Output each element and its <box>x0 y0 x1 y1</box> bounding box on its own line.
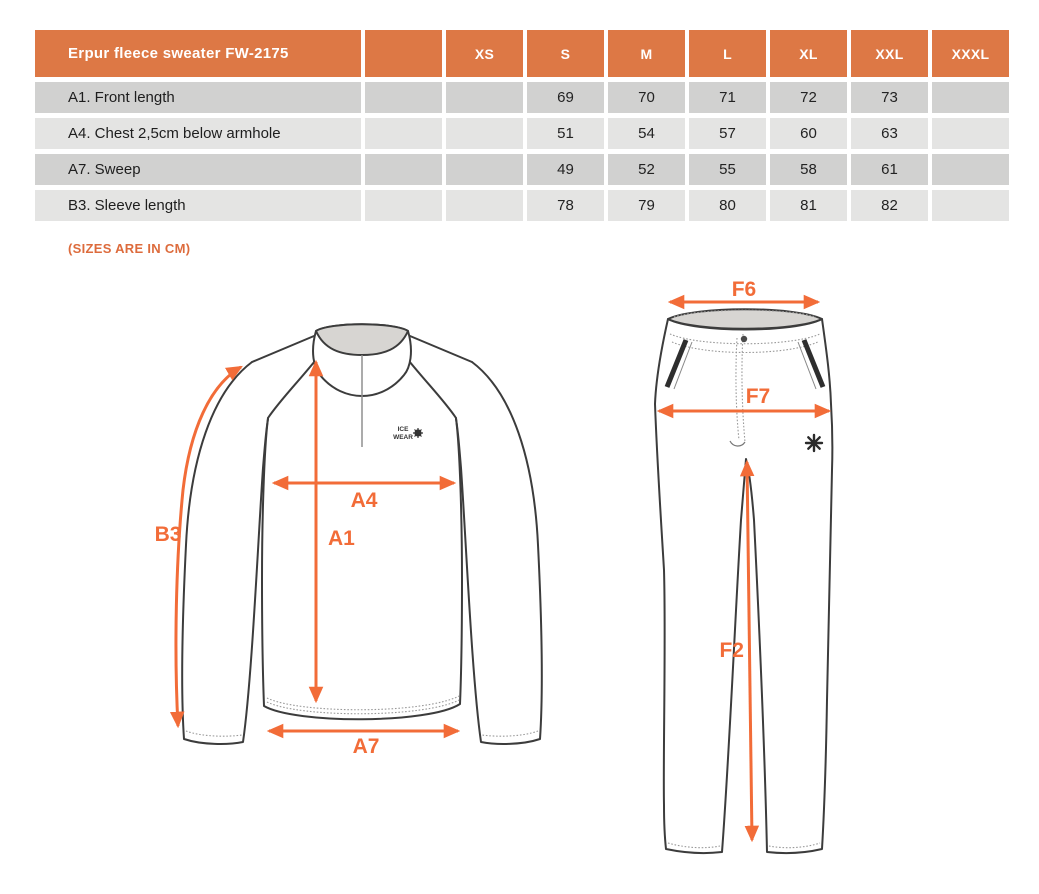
hem-stitch-1 <box>267 696 459 710</box>
hem-stitch-2 <box>267 700 459 714</box>
sweater-body <box>262 418 462 719</box>
logo-text-line1: ICE <box>397 426 409 433</box>
right-raglan-seam <box>405 356 456 418</box>
left-cuff-stitch <box>186 731 242 736</box>
measurement-diagrams <box>0 270 1039 894</box>
table-row-front-length <box>35 82 1009 113</box>
a4-label: A4 <box>350 489 378 512</box>
size-value-cell: 49 <box>527 154 604 185</box>
sweater-right-sleeve <box>456 362 542 744</box>
size-value-cell: 60 <box>770 118 847 149</box>
f6-label: F6 <box>731 278 757 301</box>
column-header-m: M <box>608 30 685 77</box>
table-header-row <box>35 30 1009 77</box>
size-value-cell <box>365 190 442 221</box>
size-value-cell <box>446 82 523 113</box>
size-value-cell: 70 <box>608 82 685 113</box>
waist-button <box>741 336 747 342</box>
column-header-l: L <box>689 30 766 77</box>
b3-label: B3 <box>154 523 182 546</box>
f2-arrow <box>747 462 752 840</box>
a7-label: A7 <box>352 735 380 758</box>
size-value-cell: 69 <box>527 82 604 113</box>
size-value-cell <box>932 82 1009 113</box>
row-label: B3. Sleeve length <box>35 190 361 221</box>
row-label: A1. Front length <box>35 82 361 113</box>
product-title: Erpur fleece sweater FW-2175 <box>35 30 361 77</box>
snowflake-icon <box>806 435 822 451</box>
size-value-cell: 61 <box>851 154 928 185</box>
sweater-left-sleeve <box>182 362 268 744</box>
logo-text-line2: WEAR <box>393 434 413 441</box>
size-value-cell: 52 <box>608 154 685 185</box>
size-value-cell <box>932 154 1009 185</box>
table-row-sweep <box>35 154 1009 185</box>
size-value-cell: 81 <box>770 190 847 221</box>
size-value-cell: 71 <box>689 82 766 113</box>
column-header-blank <box>365 30 442 77</box>
size-value-cell: 82 <box>851 190 928 221</box>
size-value-cell: 63 <box>851 118 928 149</box>
size-value-cell <box>446 118 523 149</box>
row-label: A4. Chest 2,5cm below armhole <box>35 118 361 149</box>
sweater-diagram <box>155 324 542 758</box>
size-value-cell: 73 <box>851 82 928 113</box>
size-value-cell: 55 <box>689 154 766 185</box>
column-header-s: S <box>527 30 604 77</box>
size-chart-table <box>31 25 1013 226</box>
size-value-cell: 78 <box>527 190 604 221</box>
right-cuff-stitch <box>482 731 538 736</box>
size-value-cell <box>365 118 442 149</box>
size-value-cell <box>932 118 1009 149</box>
size-value-cell: 51 <box>527 118 604 149</box>
size-value-cell <box>446 154 523 185</box>
column-header-xxxl: XXXL <box>932 30 1009 77</box>
left-shoulder-seam <box>252 336 314 362</box>
table-row-chest <box>35 118 1009 149</box>
f7-label: F7 <box>745 385 771 408</box>
size-value-cell: 80 <box>689 190 766 221</box>
size-value-cell <box>446 190 523 221</box>
size-value-cell: 57 <box>689 118 766 149</box>
row-label: A7. Sweep <box>35 154 361 185</box>
table-row-sleeve-length <box>35 190 1009 221</box>
waistband <box>668 309 822 329</box>
f2-label: F2 <box>719 639 744 662</box>
size-value-cell <box>932 190 1009 221</box>
column-header-xs: XS <box>446 30 523 77</box>
right-shoulder-seam <box>410 336 472 362</box>
pants-outline <box>655 319 832 853</box>
column-header-xxl: XXL <box>851 30 928 77</box>
icewear-logo <box>393 426 423 441</box>
column-header-xl: XL <box>770 30 847 77</box>
size-value-cell: 54 <box>608 118 685 149</box>
sizes-in-cm-note: (SIZES ARE IN CM) <box>68 241 191 256</box>
size-value-cell: 79 <box>608 190 685 221</box>
gear-icon <box>413 428 423 438</box>
size-value-cell <box>365 154 442 185</box>
size-value-cell: 72 <box>770 82 847 113</box>
size-value-cell: 58 <box>770 154 847 185</box>
left-raglan-seam <box>268 356 319 418</box>
pants-diagram <box>655 278 832 853</box>
size-value-cell <box>365 82 442 113</box>
a1-label: A1 <box>328 527 355 550</box>
